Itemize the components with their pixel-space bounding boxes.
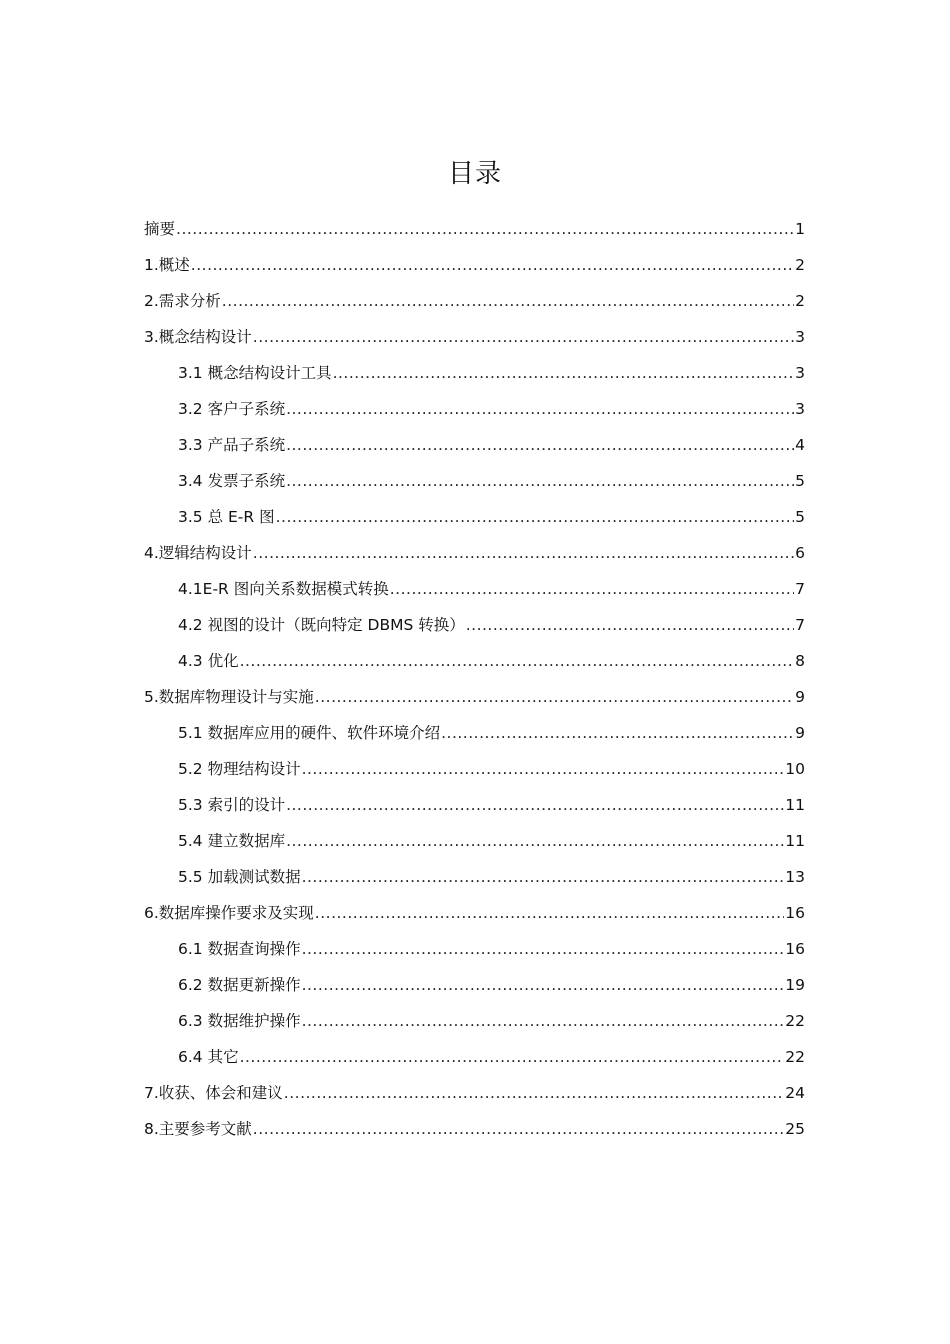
toc-dot-leader (315, 680, 794, 714)
toc-entry-label: 7.收获、体会和建议 (144, 1084, 283, 1102)
toc-entry[interactable] (144, 536, 805, 572)
toc-entry-page-number: 22 (785, 1048, 805, 1066)
toc-entry[interactable] (144, 212, 805, 248)
toc-entry-label: 3.2 客户子系统 (178, 400, 286, 418)
toc-entry-label: 5.数据库物理设计与实施 (144, 688, 314, 706)
toc-entry-label: 5.1 数据库应用的硬件、软件环境介绍 (178, 724, 441, 742)
toc-dot-leader (240, 644, 795, 678)
toc-entry-page-number: 1 (795, 220, 805, 238)
toc-entry[interactable] (144, 1040, 805, 1076)
toc-dot-leader (253, 1112, 784, 1146)
toc-entry-page-number: 5 (795, 472, 805, 490)
toc-dot-leader (191, 248, 794, 282)
toc-entry[interactable] (144, 860, 805, 896)
toc-entry[interactable] (144, 248, 805, 284)
toc-entry-label: 5.4 建立数据库 (178, 832, 286, 850)
toc-dot-leader (302, 968, 785, 1002)
toc-dot-leader (315, 896, 784, 930)
toc-entry-page-number: 3 (795, 400, 805, 418)
toc-dot-leader (284, 1076, 784, 1110)
toc-dot-leader (176, 212, 794, 246)
toc-entry-page-number: 19 (785, 976, 805, 994)
toc-entry[interactable] (144, 392, 805, 428)
toc-entry-page-number: 10 (785, 760, 805, 778)
toc-entry-label: 6.4 其它 (178, 1048, 239, 1066)
toc-entry[interactable] (144, 1004, 805, 1040)
toc-entry-page-number: 25 (785, 1120, 805, 1138)
toc-entry-page-number: 13 (785, 868, 805, 886)
toc-entry[interactable] (144, 1112, 805, 1148)
toc-entry-label: 5.5 加载测试数据 (178, 868, 301, 886)
toc-entry[interactable] (144, 608, 805, 644)
toc-entry-label: 4.3 优化 (178, 652, 239, 670)
toc-entry-page-number: 24 (785, 1084, 805, 1102)
toc-entry-page-number: 2 (795, 292, 805, 310)
toc-entry-page-number: 11 (785, 832, 805, 850)
toc-title: 目录 (447, 159, 502, 189)
toc-dot-leader (302, 1004, 785, 1038)
toc-entry-page-number: 2 (795, 256, 805, 274)
toc-entry-label: 5.2 物理结构设计 (178, 760, 301, 778)
toc-entry[interactable] (144, 644, 805, 680)
toc-entry-label: 3.5 总 E-R 图 (178, 508, 275, 526)
toc-dot-leader (302, 932, 785, 966)
toc-dot-leader (286, 428, 794, 462)
toc-entry-label: 2.需求分析 (144, 292, 221, 310)
toc-entry-label: 3.1 概念结构设计工具 (178, 364, 332, 382)
toc-entry[interactable] (144, 968, 805, 1004)
toc-entry-label: 1.概述 (144, 256, 190, 274)
toc-entry-page-number: 4 (795, 436, 805, 454)
toc-entry-label: 4.2 视图的设计（既向特定 DBMS 转换） (178, 616, 465, 634)
toc-entry-page-number: 6 (795, 544, 805, 562)
toc-entry-label: 6.1 数据查询操作 (178, 940, 301, 958)
toc-entry[interactable] (144, 932, 805, 968)
toc-entry-page-number: 5 (795, 508, 805, 526)
toc-dot-leader (441, 716, 794, 750)
toc-dot-leader (253, 536, 794, 570)
toc-entry[interactable] (144, 788, 805, 824)
toc-entry[interactable] (144, 500, 805, 536)
toc-entry-page-number: 7 (795, 580, 805, 598)
toc-entry[interactable] (144, 284, 805, 320)
toc-entry[interactable] (144, 752, 805, 788)
toc-entry-page-number: 22 (785, 1012, 805, 1030)
toc-entry-page-number: 16 (785, 904, 805, 922)
toc-entry-label: 5.3 索引的设计 (178, 796, 286, 814)
toc-entry[interactable] (144, 716, 805, 752)
toc-entry-page-number: 3 (795, 328, 805, 346)
toc-entry[interactable] (144, 680, 805, 716)
toc-entry[interactable] (144, 1076, 805, 1112)
toc-entry-label: 3.3 产品子系统 (178, 436, 286, 454)
toc-entry-label: 3.概念结构设计 (144, 328, 252, 346)
toc-entry-page-number: 9 (795, 688, 805, 706)
toc-entry-label: 6.数据库操作要求及实现 (144, 904, 314, 922)
toc-entry-label: 4.逻辑结构设计 (144, 544, 252, 562)
toc-dot-leader (302, 752, 785, 786)
toc-entry-label: 摘要 (144, 220, 176, 238)
toc-entry[interactable] (144, 572, 805, 608)
toc-dot-leader (390, 572, 794, 606)
toc-entry[interactable] (144, 824, 805, 860)
table-of-contents (144, 212, 805, 1148)
toc-entry-label: 3.4 发票子系统 (178, 472, 286, 490)
toc-dot-leader (222, 284, 794, 318)
toc-entry-page-number: 9 (795, 724, 805, 742)
toc-entry[interactable] (144, 356, 805, 392)
toc-entry[interactable] (144, 896, 805, 932)
toc-dot-leader (276, 500, 795, 534)
toc-entry[interactable] (144, 320, 805, 356)
toc-dot-leader (333, 356, 795, 390)
toc-entry-page-number: 8 (795, 652, 805, 670)
toc-entry-label: 6.3 数据维护操作 (178, 1012, 301, 1030)
toc-entry-page-number: 16 (785, 940, 805, 958)
toc-entry-page-number: 3 (795, 364, 805, 382)
toc-entry[interactable] (144, 464, 805, 500)
toc-dot-leader (240, 1040, 785, 1074)
toc-dot-leader (253, 320, 794, 354)
toc-entry-label: 6.2 数据更新操作 (178, 976, 301, 994)
toc-dot-leader (302, 860, 785, 894)
toc-dot-leader (286, 788, 784, 822)
toc-dot-leader (466, 608, 794, 642)
toc-entry-label: 4.1E-R 图向关系数据模式转换 (178, 580, 389, 598)
toc-entry-page-number: 11 (785, 796, 805, 814)
toc-dot-leader (286, 464, 794, 498)
toc-dot-leader (286, 824, 784, 858)
toc-entry-page-number: 7 (795, 616, 805, 634)
toc-dot-leader (286, 392, 794, 426)
toc-entry[interactable] (144, 428, 805, 464)
toc-entry-label: 8.主要参考文献 (144, 1120, 252, 1138)
